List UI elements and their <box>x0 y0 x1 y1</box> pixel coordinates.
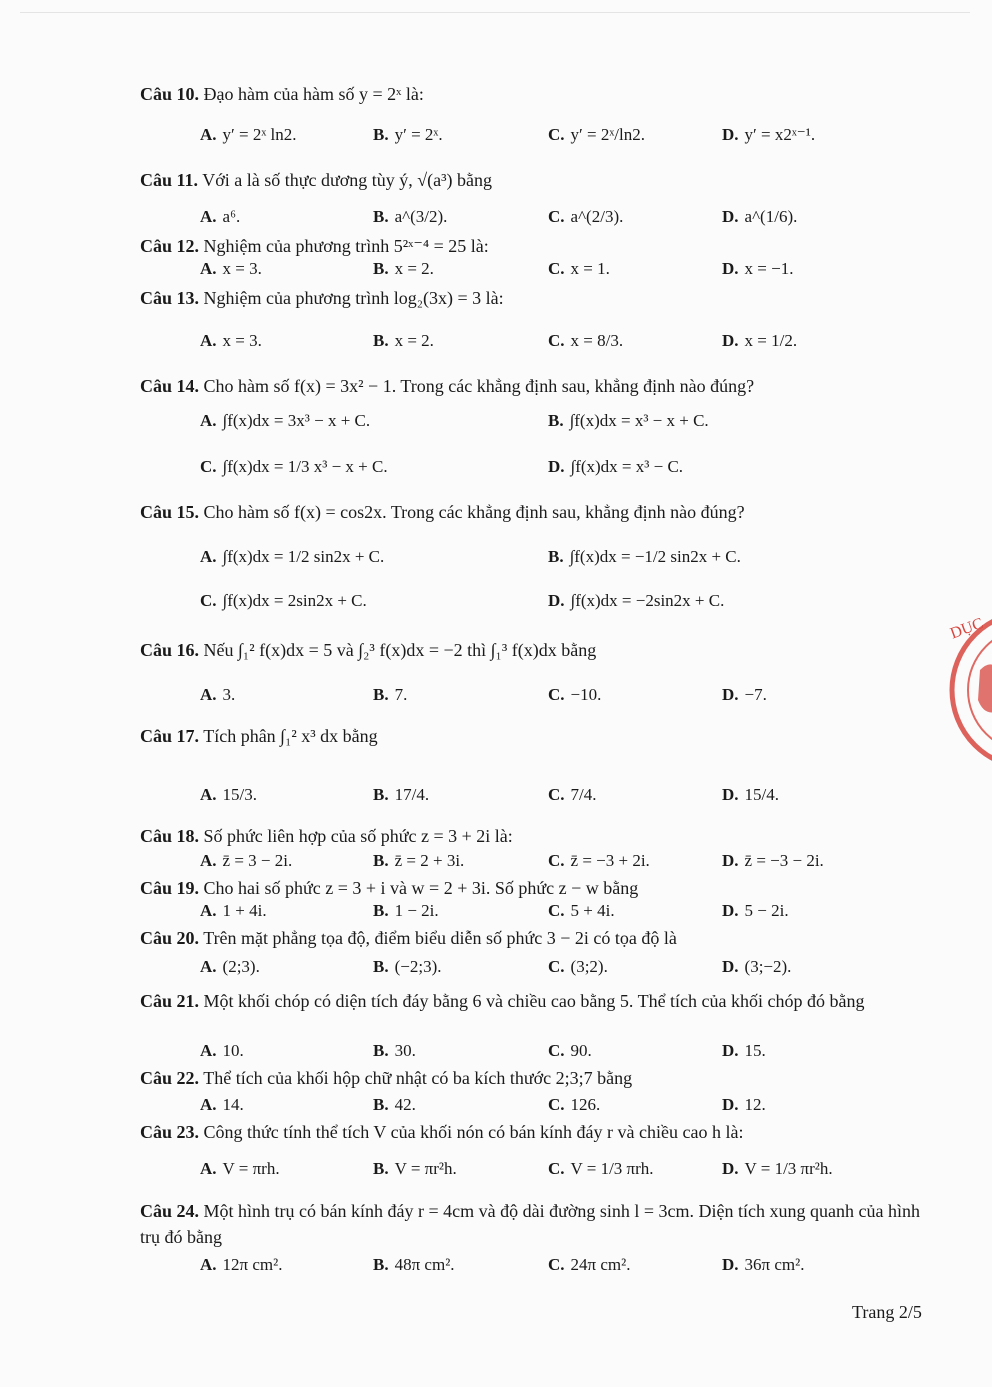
question-number: Câu 18. <box>140 826 200 846</box>
option-c: C. 90. <box>548 1041 592 1060</box>
question-number: Câu 20. <box>140 928 200 948</box>
option-b: B. 7. <box>373 685 408 704</box>
question-number: Câu 17. <box>140 726 200 746</box>
option-c: C. ∫f(x)dx = 2sin2x + C. <box>200 591 367 610</box>
option-a: A. z̄ = 3 − 2i. <box>200 851 293 870</box>
option-d: D. z̄ = −3 − 2i. <box>722 851 824 870</box>
option-a: A. 3. <box>200 685 236 704</box>
question-number: Câu 22. <box>140 1068 200 1088</box>
option-d: D. y′ = x2ˣ⁻¹. <box>722 125 816 144</box>
option-b: B. (−2;3). <box>373 957 442 976</box>
option-a: A. y′ = 2ˣ ln2. <box>200 125 297 144</box>
question-number: Câu 10. <box>140 84 200 104</box>
question-stem: Nghiệm của phương trình log₂(3x) = 3 là: <box>203 288 504 308</box>
option-d: D. a^(1/6). <box>722 207 798 226</box>
question-19 <box>140 876 638 900</box>
option-d: D. ∫f(x)dx = x³ − C. <box>548 457 684 476</box>
question-stem: Cho hai số phức z = 3 + i và w = 2 + 3i. Số phức z − w bằng <box>203 878 639 898</box>
option-b: B. 30. <box>373 1041 416 1060</box>
option-c: C. 7/4. <box>548 785 597 804</box>
option-c: C. 126. <box>548 1095 601 1114</box>
option-d: D. x = 1/2. <box>722 331 798 350</box>
option-b: B. 48π cm². <box>373 1255 455 1274</box>
question-22 <box>140 1066 632 1090</box>
option-a: A. 1 + 4i. <box>200 901 267 920</box>
option-a: A. ∫f(x)dx = 3x³ − x + C. <box>200 411 371 430</box>
question-20 <box>140 926 677 950</box>
question-number: Câu 19. <box>140 878 200 898</box>
stamp-text: DỤC <box>948 614 986 643</box>
question-stem: Với a là số thực dương tùy ý, √(a³) bằng <box>202 170 492 190</box>
question-21 <box>140 988 930 1014</box>
option-b: B. ∫f(x)dx = −1/2 sin2x + C. <box>548 547 741 566</box>
question-stem: Đạo hàm của hàm số y = 2ˣ là: <box>203 84 424 104</box>
option-b: B. a^(3/2). <box>373 207 448 226</box>
question-number: Câu 23. <box>140 1122 200 1142</box>
question-17 <box>140 724 378 748</box>
option-b: B. 17/4. <box>373 785 430 804</box>
option-a: A. V = πrh. <box>200 1159 280 1178</box>
question-15 <box>140 500 745 524</box>
question-number: Câu 21. <box>140 991 200 1011</box>
question-10 <box>140 82 424 106</box>
question-stem: Một khối chóp có diện tích đáy bằng 6 và chiều cao bằng 5. Thể tích của khối chóp đó bằng <box>203 991 865 1011</box>
option-b: B. 42. <box>373 1095 416 1114</box>
option-c: C. (3;2). <box>548 957 608 976</box>
question-stem: Số phức liên hợp của số phức z = 3 + 2i là: <box>203 826 513 846</box>
option-c: C. 24π cm². <box>548 1255 631 1274</box>
question-number: Câu 15. <box>140 502 200 522</box>
option-a: A. 14. <box>200 1095 244 1114</box>
option-d: D. V = 1/3 πr²h. <box>722 1159 833 1178</box>
question-18 <box>140 824 513 848</box>
option-b: B. V = πr²h. <box>373 1159 457 1178</box>
option-d: D. x = −1. <box>722 259 794 278</box>
question-11 <box>140 168 492 192</box>
question-16 <box>140 638 596 662</box>
question-stem: Cho hàm số f(x) = cos2x. Trong các khẳng định sau, khẳng định nào đúng? <box>203 502 745 522</box>
option-a: A. 12π cm². <box>200 1255 283 1274</box>
page-number: Trang 2/5 <box>852 1302 922 1322</box>
question-stem: Công thức tính thể tích V của khối nón có bán kính đáy r và chiều cao h là: <box>203 1122 744 1142</box>
option-d: D. 15/4. <box>722 785 780 804</box>
question-12 <box>140 234 489 258</box>
question-stem: Trên mặt phẳng tọa độ, điểm biểu diễn số phức 3 − 2i có tọa độ là <box>203 928 677 948</box>
question-stem: Tích phân ∫₁² x³ dx bằng <box>203 726 378 746</box>
option-c: C. a^(2/3). <box>548 207 624 226</box>
question-number: Câu 14. <box>140 376 200 396</box>
option-b: B. ∫f(x)dx = x³ − x + C. <box>548 411 709 430</box>
question-stem: Nghiệm của phương trình 5²ˣ⁻⁴ = 25 là: <box>203 236 489 256</box>
question-stem: Thể tích của khối hộp chữ nhật có ba kích thước 2;3;7 bằng <box>203 1068 633 1088</box>
option-d: D. 15. <box>722 1041 766 1060</box>
question-stem: Một hình trụ có bán kính đáy r = 4cm và độ dài đường sinh l = 3cm. Diện tích xung quanh của hình trụ đó bằng <box>140 1201 920 1247</box>
option-a: A. x = 3. <box>200 331 262 350</box>
question-stem: Cho hàm số f(x) = 3x² − 1. Trong các khẳng định sau, khẳng định nào đúng? <box>203 376 755 396</box>
option-b: B. x = 2. <box>373 331 434 350</box>
option-a: A. 15/3. <box>200 785 258 804</box>
question-13 <box>140 286 504 310</box>
seal-stamp-icon <box>940 600 992 780</box>
question-stem: Nếu ∫₁² f(x)dx = 5 và ∫₂³ f(x)dx = −2 thì ∫₁³ f(x)dx bằng <box>203 640 597 660</box>
option-d: D. −7. <box>722 685 767 704</box>
option-c: C. x = 1. <box>548 259 610 278</box>
option-b: B. z̄ = 2 + 3i. <box>373 851 465 870</box>
question-23 <box>140 1120 743 1144</box>
option-c: C. 5 + 4i. <box>548 901 615 920</box>
question-number: Câu 16. <box>140 640 200 660</box>
question-number: Câu 24. <box>140 1201 200 1221</box>
option-d: D. (3;−2). <box>722 957 792 976</box>
option-b: B. y′ = 2ˣ. <box>373 125 443 144</box>
option-b: B. 1 − 2i. <box>373 901 439 920</box>
option-c: C. z̄ = −3 + 2i. <box>548 851 650 870</box>
question-24 <box>140 1198 930 1250</box>
option-b: B. x = 2. <box>373 259 434 278</box>
option-c: C. V = 1/3 πrh. <box>548 1159 654 1178</box>
question-number: Câu 12. <box>140 236 200 256</box>
option-a: A. a⁶. <box>200 207 241 226</box>
option-c: C. ∫f(x)dx = 1/3 x³ − x + C. <box>200 457 388 476</box>
option-a: A. (2;3). <box>200 957 260 976</box>
question-14 <box>140 374 754 398</box>
option-d: D. 36π cm². <box>722 1255 805 1274</box>
option-a: A. 10. <box>200 1041 244 1060</box>
scan-edge <box>20 12 970 13</box>
option-d: D. 5 − 2i. <box>722 901 789 920</box>
option-a: A. x = 3. <box>200 259 262 278</box>
question-number: Câu 13. <box>140 288 200 308</box>
option-d: D. 12. <box>722 1095 766 1114</box>
option-c: C. y′ = 2ˣ/ln2. <box>548 125 645 144</box>
question-number: Câu 11. <box>140 170 199 190</box>
option-c: C. x = 8/3. <box>548 331 624 350</box>
option-c: C. −10. <box>548 685 602 704</box>
option-a: A. ∫f(x)dx = 1/2 sin2x + C. <box>200 547 385 566</box>
option-d: D. ∫f(x)dx = −2sin2x + C. <box>548 591 725 610</box>
